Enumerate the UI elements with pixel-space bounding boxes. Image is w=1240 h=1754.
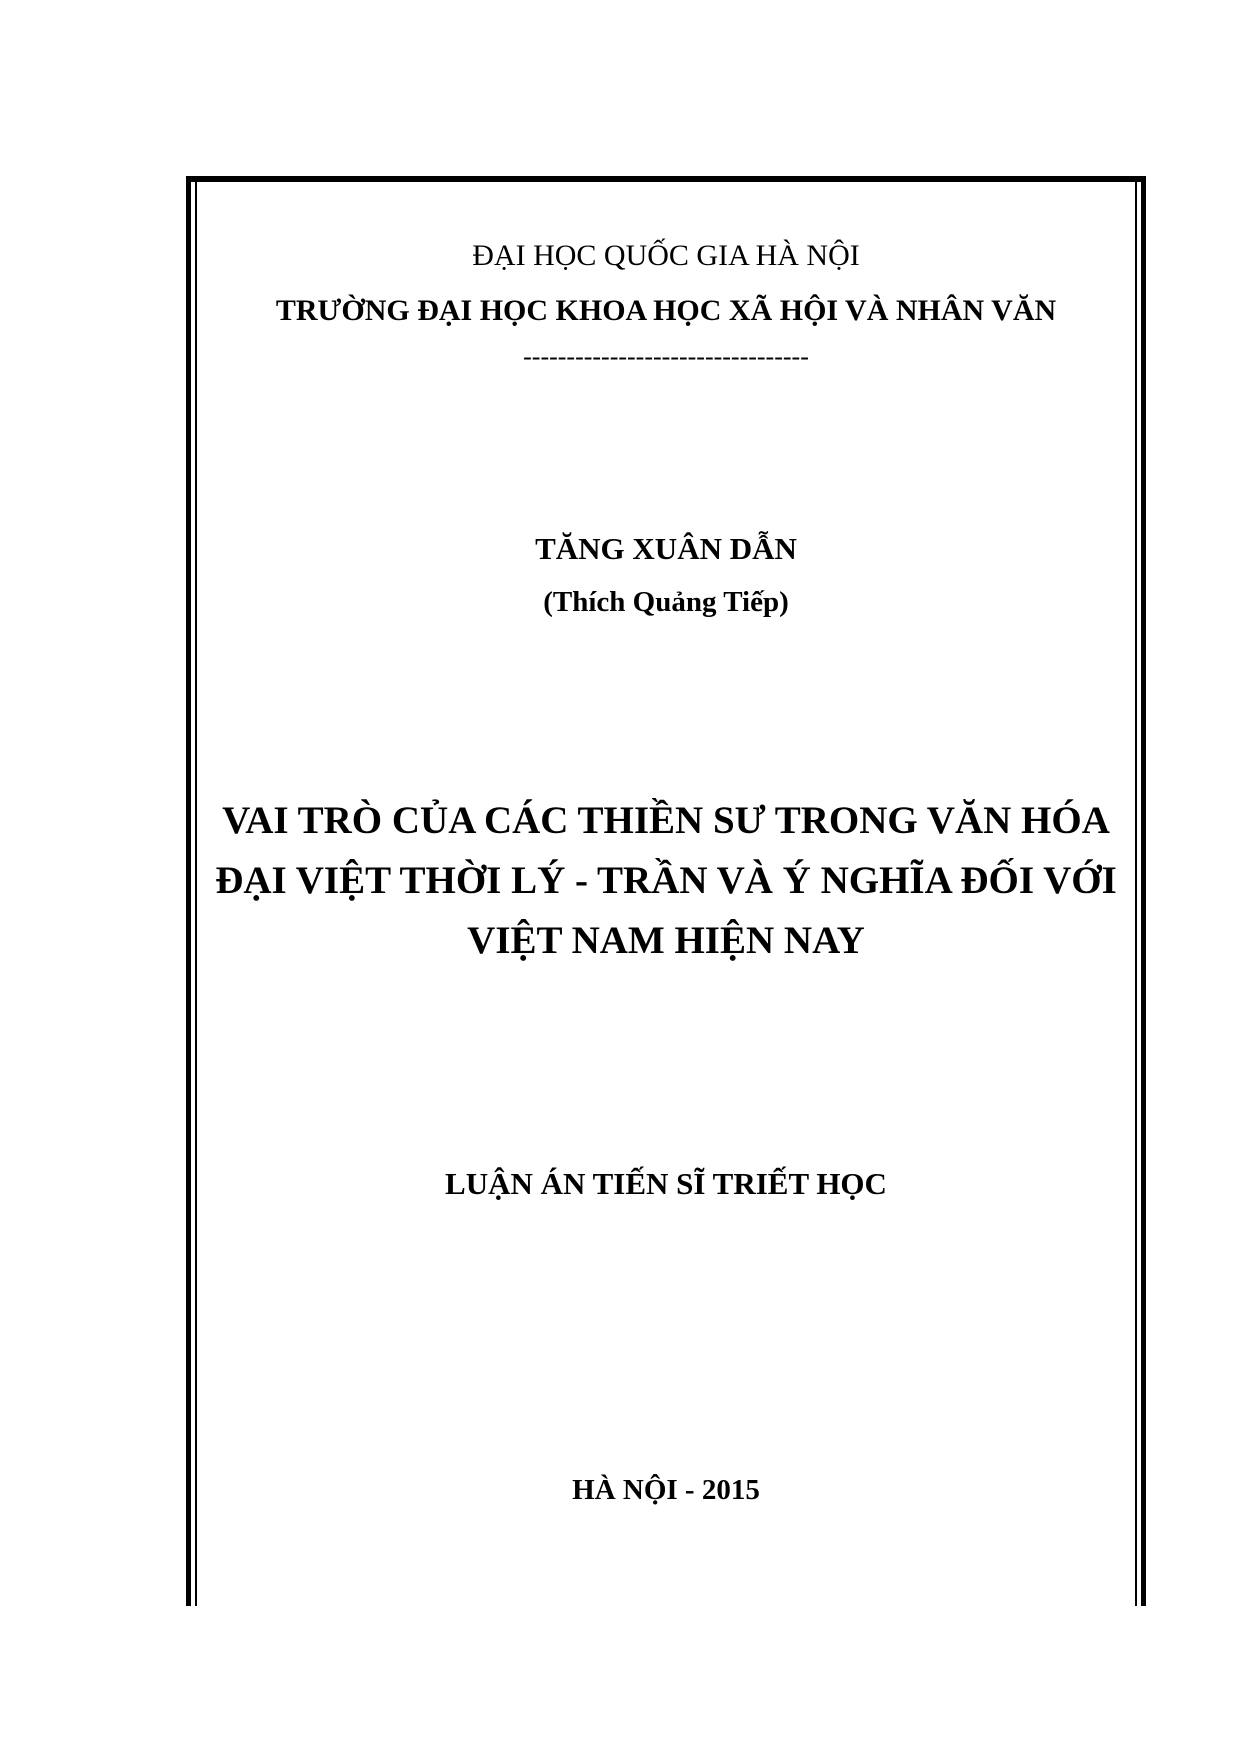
faculty-name: TRƯỜNG ĐẠI HỌC KHOA HỌC XÃ HỘI VÀ NHÂN VĂN bbox=[275, 294, 1057, 327]
header-separator: --------------------------------- bbox=[523, 342, 809, 371]
thesis-title-line: VAI TRÒ CỦA CÁC THIỀN SƯ TRONG VĂN HÓA bbox=[222, 799, 1110, 842]
thesis-title-line: VIỆT NAM HIỆN NAY bbox=[467, 919, 865, 962]
degree-label: LUẬN ÁN TIẾN SĨ TRIẾT HỌC bbox=[445, 1166, 887, 1201]
frame-right-outer-border bbox=[1141, 176, 1146, 1606]
frame-top-border bbox=[186, 176, 1146, 182]
frame-left-outer-border bbox=[186, 176, 191, 1606]
author-alias: (Thích Quảng Tiếp) bbox=[543, 586, 789, 618]
frame-right-inner-border bbox=[1135, 176, 1137, 1606]
university-name: ĐẠI HỌC QUỐC GIA HÀ NỘI bbox=[472, 239, 860, 272]
thesis-title-line: ĐẠI VIỆT THỜI LÝ - TRẦN VÀ Ý NGHĨA ĐỐI VỚI bbox=[215, 859, 1117, 902]
place-year: HÀ NỘI - 2015 bbox=[572, 1474, 760, 1506]
author-name: TĂNG XUÂN DẪN bbox=[535, 531, 797, 566]
